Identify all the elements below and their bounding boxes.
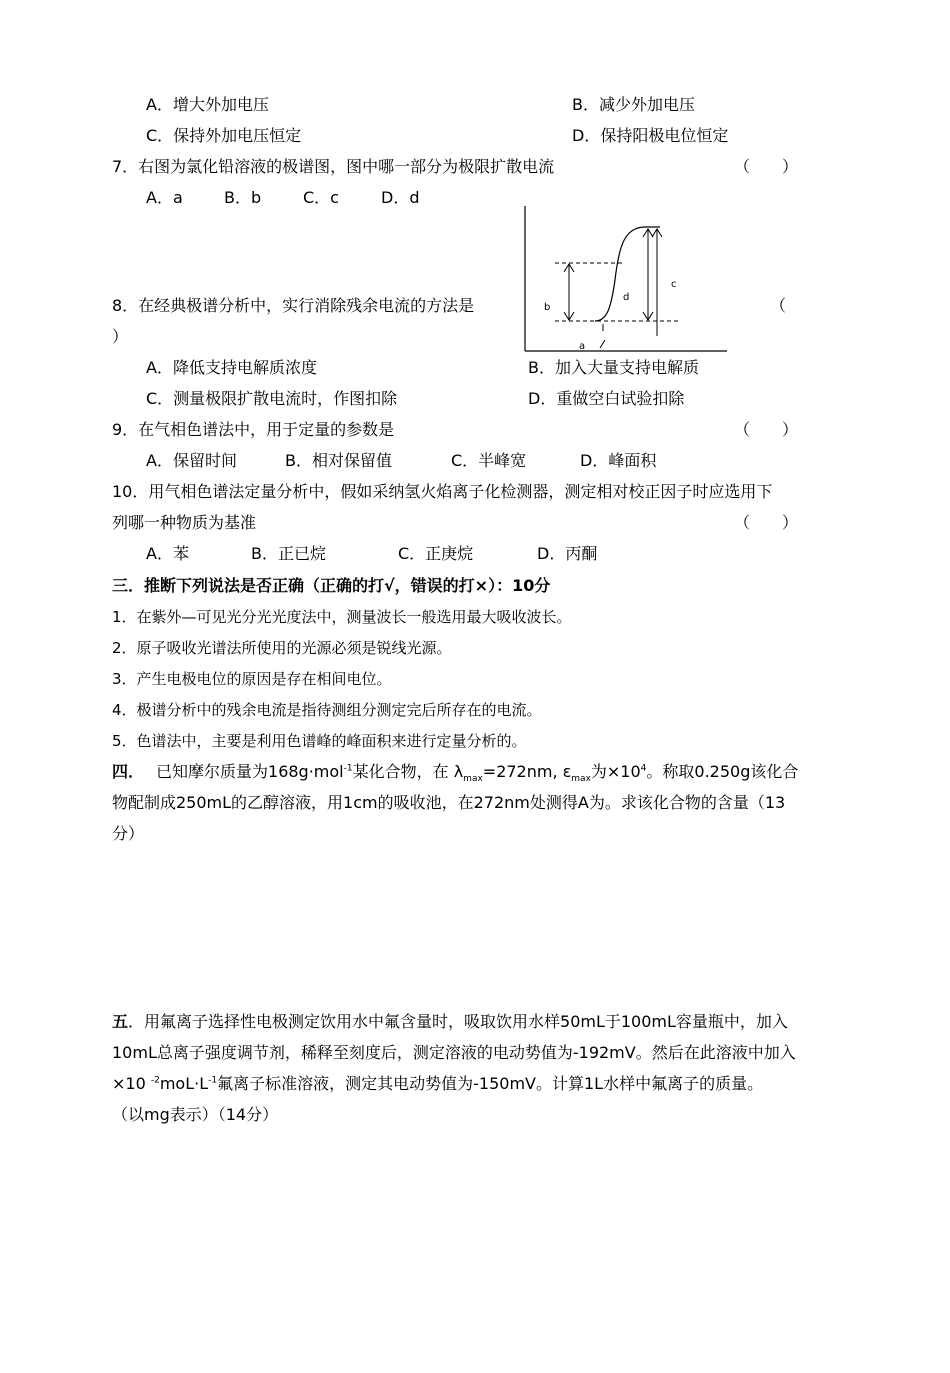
q8-paren-close: ） [112,327,129,346]
polarogram-figure [515,200,735,360]
section3-item: 3．产生电极电位的原因是存在相间电位。 [112,670,392,688]
section3-item: 4．极谱分析中的残余电流是指待测组分测定完后所存在的电流。 [112,701,542,719]
section5-number: 五 [112,1012,129,1031]
q6-option-a: A．增大外加电压 [146,95,269,114]
q10-stem-line1: 10．用气相色谱法定量分析中，假如采纳氢火焰离子化检测器，测定相对校正因子时应选用下 [112,482,773,501]
q8-option-d: D．重做空白试验扣除 [528,389,685,408]
q6-option-d: D．保持阳极电位恒定 [572,126,729,145]
section3-item: 5．色谱法中，主要是利用色谱峰的峰面积来进行定量分析的。 [112,732,527,750]
section4-number: 四． [112,762,145,781]
q9-option-b: B．相对保留值 [285,451,392,470]
label-b: b [544,302,551,313]
arrow-c [652,229,662,336]
label-a: a [579,341,586,352]
q9-option-a: A．保留时间 [146,451,237,470]
label-d: d [623,292,630,303]
section5-line4: （以mg表示）（14分） [112,1105,279,1124]
q6-option-b: B．减少外加电压 [572,95,695,114]
q9-stem: 9．在气相色谱法中，用于定量的参数是 [112,420,395,439]
q9-answer-paren: （ ） [734,420,799,439]
q9-option-c: C．半峰宽 [451,451,527,470]
polarographic-wave [595,227,660,321]
q10-option-a: A．苯 [146,544,189,563]
section4-line1: 四． 已知摩尔质量为168g·mol$^{-1}$某化合物，在 $\lambda_{max}=272nm$, $\varepsilon_{max}$为$\times 10^4$。称取0.250g该化合 [112,762,799,785]
section5-line3: ×10 $^{-2}moL\cdot L^{-1}$氟离子标准溶液，测定其电动势值为-150mV。计算1L水样中氟离子的质量。 [112,1074,764,1093]
q7-answer-paren: （ ） [734,157,799,176]
q8-option-c: C．测量极限扩散电流时，作图扣除 [146,389,398,408]
q9-option-d: D．峰面积 [580,451,657,470]
q10-answer-paren: （ ） [734,513,799,532]
section3-heading: 三．推断下列说法是否正确（正确的打√，错误的打×）：10分 [112,576,551,595]
arrow-d [643,229,653,320]
section3-item: 1．在紫外—可见光分光光度法中，测量波长一般选用最大吸收波长。 [112,608,572,626]
q10-option-d: D．丙酮 [537,544,598,563]
q10-option-c: C．正庚烷 [398,544,474,563]
q7-option-c: C．c [303,188,339,207]
q7-option-d: D．d [381,188,420,207]
q6-option-c: C．保持外加电压恒定 [146,126,302,145]
section4-line3: 分） [112,824,145,843]
section5-line1: 五．用氟离子选择性电极测定饮用水中氟含量时，吸取饮用水样50mL于100mL容量瓶中，加入 [112,1012,788,1031]
q8-paren-open: （ [770,296,787,315]
section5-line2: 10mL总离子强度调节剂，稀释至刻度后，测定溶液的电动势值为-192mV。然后在此溶液中加入 [112,1043,796,1062]
q7-option-a: A．a [146,188,183,207]
arrow-b [564,264,574,320]
q7-stem: 7．右图为氯化铅溶液的极谱图，图中哪一部分为极限扩散电流 [112,157,555,176]
section3-item: 2．原子吸收光谱法所使用的光源必须是锐线光源。 [112,639,452,657]
q7-option-b: B．b [224,188,262,207]
section4-line2: 物配制成250mL的乙醇溶液，用1cm的吸收池，在272nm处测得A为。求该化合物的含量（13 [112,793,786,812]
arrow-a [600,324,605,348]
q10-stem-line2: 列哪一种物质为基准 [112,513,257,532]
q8-stem: 8．在经典极谱分析中，实行消除残余电流的方法是 [112,296,475,315]
q8-option-a: A．降低支持电解质浓度 [146,358,317,377]
q8-option-b: B．加入大量支持电解质 [528,358,699,377]
q10-option-b: B．正已烷 [251,544,326,563]
label-c: c [671,279,677,290]
